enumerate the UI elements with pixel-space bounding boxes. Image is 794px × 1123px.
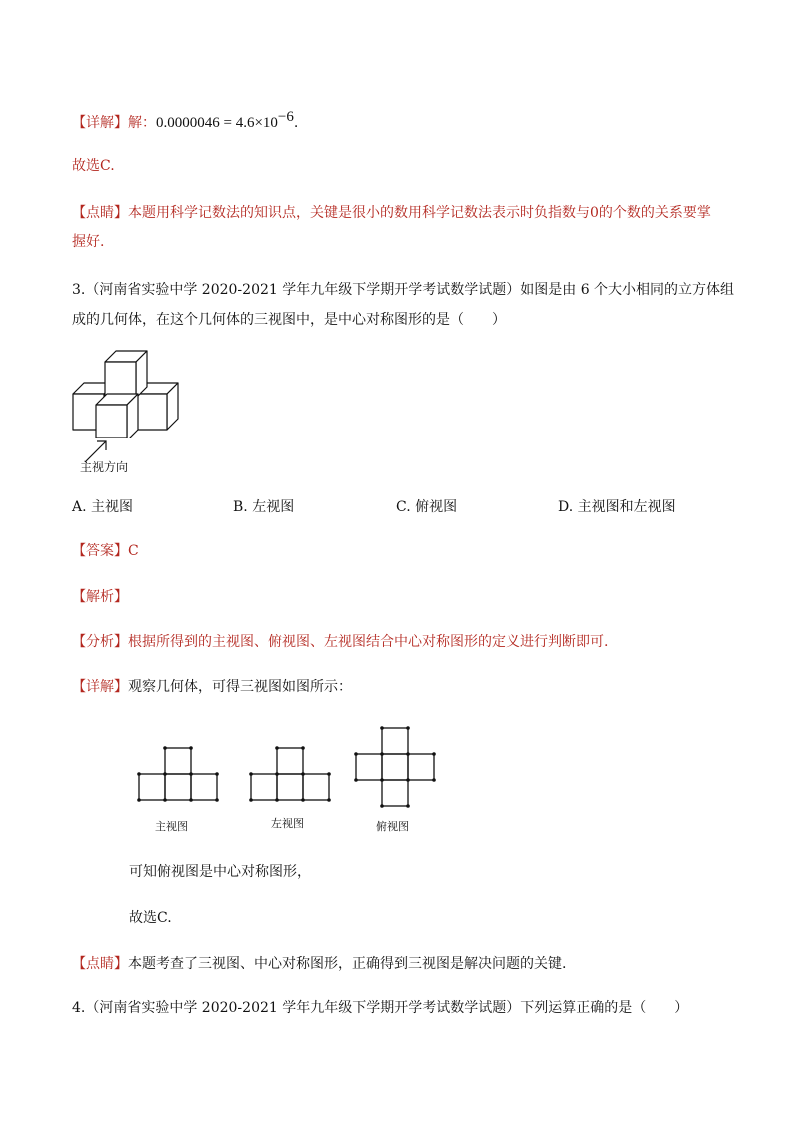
analysis-label: 【解析】 [72,589,128,605]
fenxi-line [72,632,608,652]
choose-c-line: 故选C. [72,158,115,174]
dianjing-2-label: 【点睛】 [72,956,128,972]
fenxi-text: 根据所得到的主视图、俯视图、左视图结合中心对称图形的定义进行判断即可. [128,634,609,650]
detail-prefix: 解： [128,115,156,131]
detail-line [72,107,298,133]
dianjing-line-1 [72,203,711,223]
three-views-figure [130,722,440,810]
math-equals: = 4.6×10 [219,115,278,131]
top-view-caption: 俯视图 [376,820,409,833]
option-b: B. 左视图 [233,499,295,515]
fenxi-label: 【分析】 [72,634,128,650]
dianjing-label: 【点睛】 [72,205,128,221]
detail-2-text: 观察几何体，可得三视图如图所示： [128,679,352,695]
dianjing-line-2: 握好. [72,234,105,250]
conclusion-line-1: 可知俯视图是中心对称图形， [129,864,311,880]
option-c: C. 俯视图 [396,499,458,515]
detail-label: 【详解】 [72,115,128,131]
option-d: D. 主视图和左视图 [558,499,676,515]
cube-figure [70,348,195,438]
dianjing-text: 本题用科学记数法的知识点，关键是很小的数用科学记数法表示时负指数与0的个数的关系要掌 [128,205,711,221]
option-a: A. 主视图 [72,499,134,515]
math-exponent: −6 [277,109,294,125]
left-view-caption: 左视图 [271,817,304,830]
question-3-line-2: 成的几何体，在这个几何体的三视图中，是中心对称图形的是（ ） [72,312,506,328]
question-4-line: 4.（河南省实验中学 2020-2021 学年九年级下学期开学考试数学试题）下列运算正确的是（ ） [72,1000,689,1016]
answer-line [72,541,139,561]
answer-label: 【答案】 [72,543,128,559]
detail-2-label: 【详解】 [72,679,128,695]
math-suffix: . [293,115,299,131]
dianjing-2-line [72,954,566,974]
dianjing-2-text: 本题考查了三视图、中心对称图形，正确得到三视图是解决问题的关键. [128,956,567,972]
view-direction-label: 主视方向 [80,460,129,474]
math-value: 0.0000046 [156,115,220,131]
detail-2-line [72,677,352,697]
conclusion-line-2: 故选C. [129,910,172,926]
question-3-line-1: 3.（河南省实验中学 2020-2021 学年九年级下学期开学考试数学试题）如图是由 6 个大小相同的立方体组 [72,282,735,298]
answer-value: C [128,543,139,559]
front-view-caption: 主视图 [155,820,188,833]
